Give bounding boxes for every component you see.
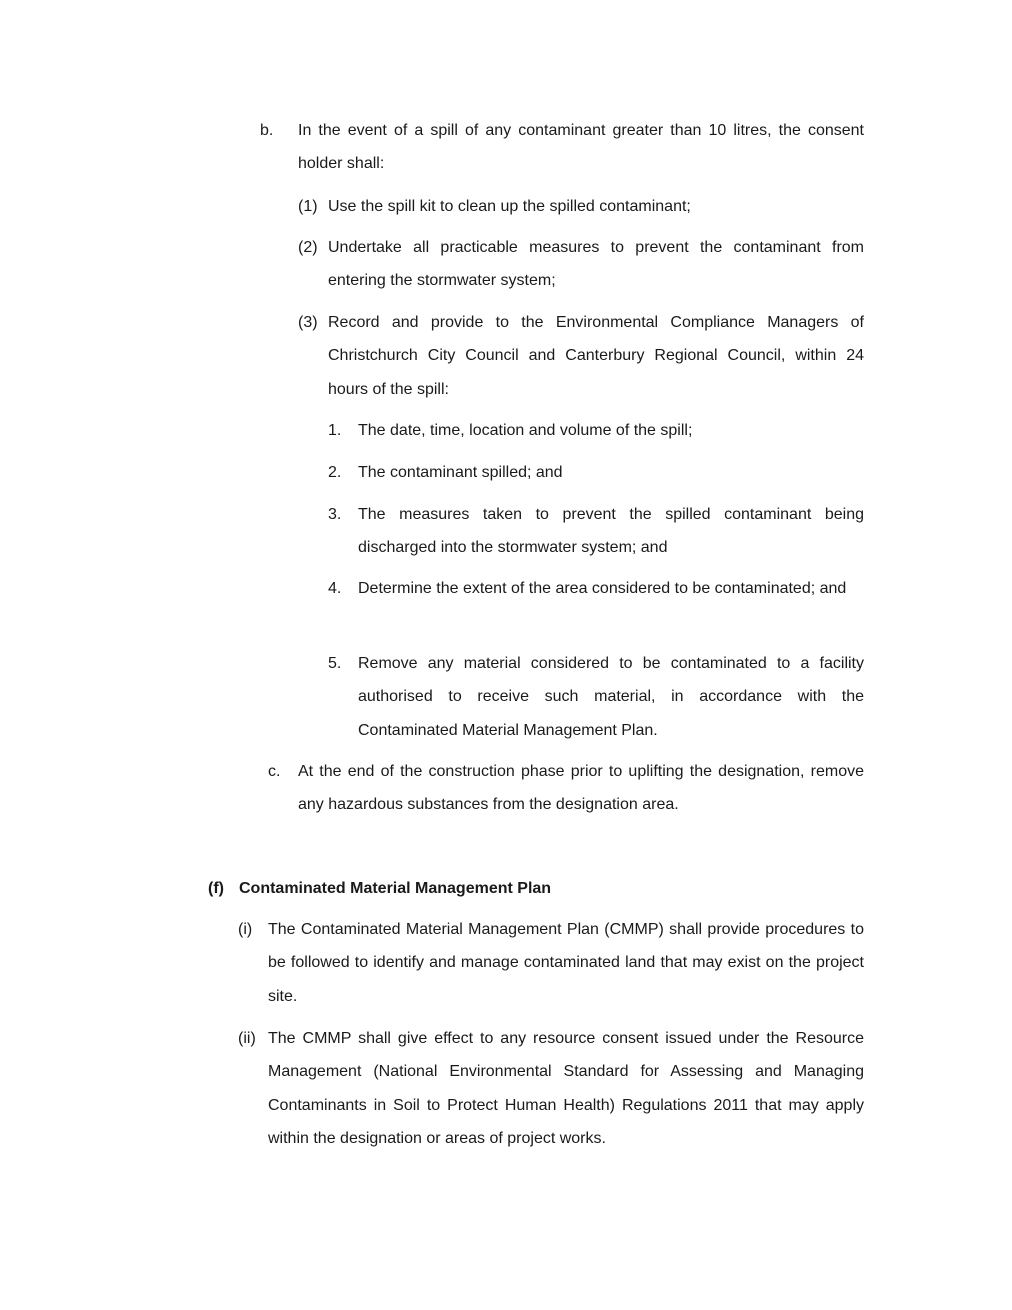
item-n1-text: The date, time, location and volume of the spill; (358, 422, 693, 439)
item-f-i-text: The Contaminated Material Management Plan (CMMP) shall provide procedures to be followed to identify and manage contaminated land that may exist on the project site. (268, 921, 864, 1005)
item-f-ii (238, 1022, 864, 1155)
item-f-i (238, 913, 864, 1013)
item-n5-text: Remove any material considered to be contaminated to a facility authorised to receive such material, in accordance with the Contaminated Material Management Plan. (358, 655, 864, 739)
item-n1 (328, 414, 864, 447)
item-b1-label: (1) (298, 198, 318, 215)
item-c (268, 755, 864, 822)
item-b1-text: Use the spill kit to clean up the spilled contaminant; (328, 198, 691, 215)
item-b2-text: Undertake all practicable measures to prevent the contaminant from entering the stormwater system; (328, 239, 864, 290)
item-f-i-label: (i) (238, 921, 253, 938)
item-f-ii-label: (ii) (238, 1030, 256, 1047)
item-b-text: In the event of a spill of any contaminant greater than 10 litres, the consent holder shall: (298, 122, 864, 173)
section-f-label: (f) (208, 880, 224, 897)
item-n4-label: 4. (328, 580, 342, 597)
item-b-label: b. (260, 122, 274, 139)
item-f-ii-text: The CMMP shall give effect to any resource consent issued under the Resource Management (National Environmental Standard for Assessing and Managing Contaminants in Soil to Protect Human Health) Regulations 2011 that may apply within the designation or areas of project works. (268, 1030, 864, 1147)
item-n3-label: 3. (328, 506, 342, 523)
section-f-heading (208, 872, 864, 905)
item-n4 (328, 572, 864, 605)
item-b2 (298, 231, 864, 298)
item-n5-label: 5. (328, 655, 342, 672)
item-n4-text: Determine the extent of the area considered to be contaminated; and (358, 580, 847, 597)
item-n5 (328, 647, 864, 747)
section-f-title: Contaminated Material Management Plan (239, 880, 552, 897)
item-b2-label: (2) (298, 239, 318, 256)
item-n1-label: 1. (328, 422, 342, 439)
item-n2-label: 2. (328, 464, 342, 481)
item-n3 (328, 498, 864, 565)
item-c-label: c. (268, 763, 281, 780)
item-n2-text: The contaminant spilled; and (358, 464, 563, 481)
item-b (260, 114, 864, 181)
item-b3-text: Record and provide to the Environmental Compliance Managers of Christchurch City Council and Canterbury Regional Council, within 24 hours of the spill: (328, 314, 864, 398)
item-b3 (298, 306, 864, 406)
item-n2 (328, 456, 864, 489)
item-n3-text: The measures taken to prevent the spilled contaminant being discharged into the stormwater system; and (358, 506, 864, 557)
item-b1 (298, 190, 864, 223)
item-b3-label: (3) (298, 314, 318, 331)
item-c-text: At the end of the construction phase prior to uplifting the designation, remove any hazardous substances from the designation area. (298, 763, 864, 814)
